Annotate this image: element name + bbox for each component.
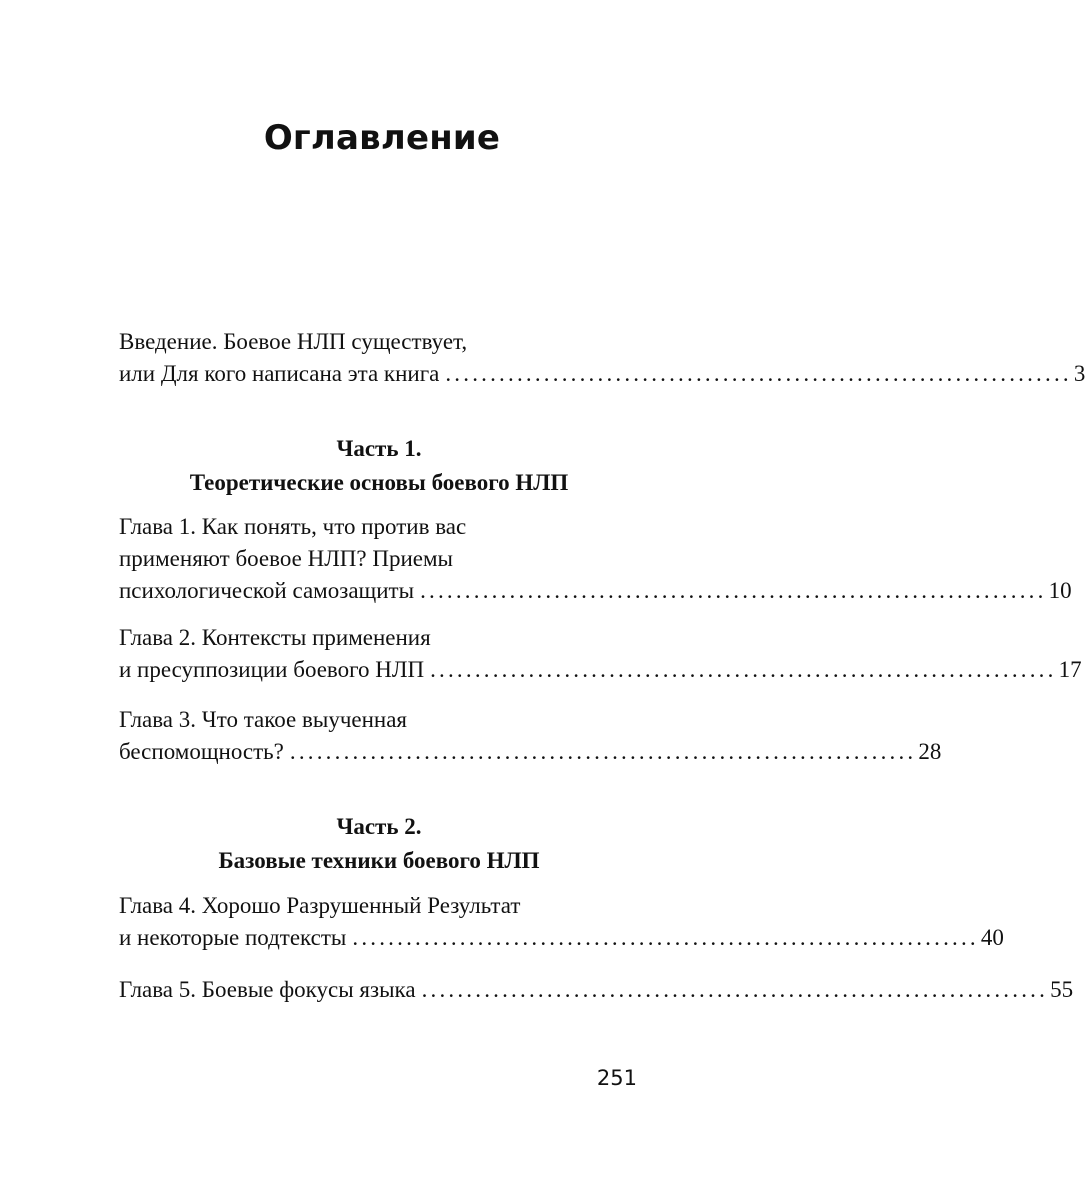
toc-entry-line: беспомощность? — [119, 739, 284, 764]
page-title: Оглавление — [263, 118, 501, 158]
toc-page-number: 10 — [1048, 578, 1072, 603]
dot-leader: ...................................................................... — [445, 361, 1072, 386]
toc-entry-intro[interactable] — [119, 326, 1085, 390]
toc-entry-chapter-2[interactable] — [119, 622, 1082, 686]
toc-entry-line: Глава 3. Что такое выученная — [119, 707, 407, 732]
dot-leader: ...................................................................... — [352, 925, 979, 950]
dot-leader: ...................................................................... — [289, 739, 917, 764]
dot-leader: ...................................................................... — [420, 578, 1047, 603]
toc-entry-line: и пресуппозиции боевого НЛП — [119, 657, 425, 682]
toc-entry-line: или Для кого написана эта книга — [119, 361, 440, 386]
toc-entry-chapter-5[interactable] — [119, 974, 1074, 1006]
part-label: Часть 2. — [336, 814, 422, 839]
toc-entry-chapter-1[interactable] — [119, 511, 1072, 607]
part-heading-2 — [119, 810, 639, 878]
toc-page-number: 55 — [1050, 977, 1074, 1002]
toc-entry-chapter-4[interactable] — [119, 890, 1004, 954]
toc-page-number: 28 — [918, 739, 942, 764]
toc-page-number: 40 — [980, 925, 1004, 950]
toc-page-number: 17 — [1058, 657, 1082, 682]
page-number: 251 — [596, 1066, 637, 1090]
part-heading-1 — [119, 432, 639, 500]
toc-entry-line: Глава 1. Как понять, что против вас — [119, 514, 467, 539]
dot-leader: ...................................................................... — [421, 977, 1049, 1002]
toc-entry-line: и некоторые подтексты — [119, 925, 347, 950]
toc-entry-line: Введение. Боевое НЛП существует, — [119, 329, 468, 354]
toc-entry-line: Глава 5. Боевые фокусы языка — [119, 977, 416, 1002]
part-title: Теоретические основы боевого НЛП — [189, 470, 569, 495]
dot-leader: ...................................................................... — [430, 657, 1057, 682]
toc-entry-line: Глава 2. Контексты применения — [119, 625, 431, 650]
part-label: Часть 1. — [336, 436, 422, 461]
toc-page-number: 3 — [1073, 361, 1085, 386]
toc-entry-line: применяют боевое НЛП? Приемы — [119, 546, 453, 571]
toc-entry-line: Глава 4. Хорошо Разрушенный Результат — [119, 893, 521, 918]
toc-entry-chapter-3[interactable] — [119, 704, 942, 768]
part-title: Базовые техники боевого НЛП — [218, 848, 540, 873]
toc-entry-line: психологической самозащиты — [119, 578, 415, 603]
